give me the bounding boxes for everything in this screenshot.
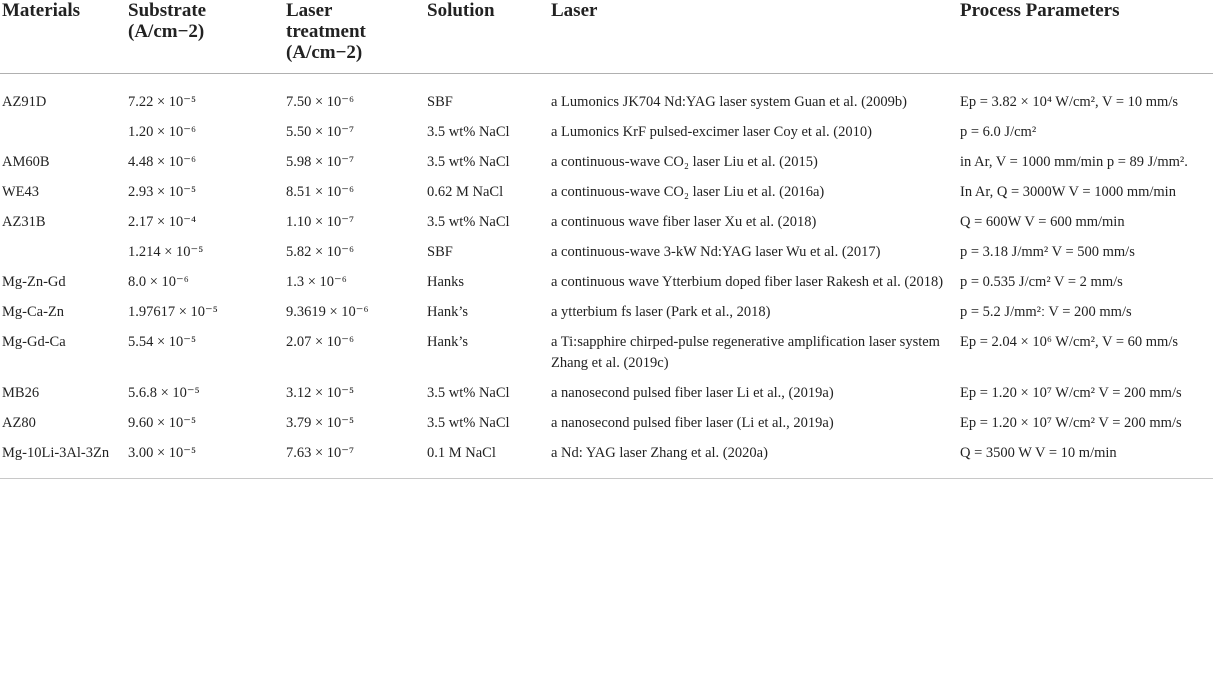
- cell-process: p = 3.18 J/mm² V = 500 mm/s: [960, 244, 1135, 260]
- cell-process: p = 5.2 J/mm²ː V = 200 mm/s: [960, 304, 1132, 320]
- header-laser: Laser: [551, 0, 598, 21]
- cell-solution: 3.5 wt% NaCl: [427, 415, 510, 431]
- cell-laser: a Lumonics KrF pulsed-excimer laser Coy et al. (2010): [551, 124, 872, 140]
- table-row: [0, 383, 1213, 413]
- cell-material: AZ31B: [2, 214, 46, 230]
- cell-substrate: 1.214 × 10⁻⁵: [128, 244, 204, 260]
- table-row: [0, 443, 1213, 479]
- cell-process: p = 0.535 J/cm² V = 2 mm/s: [960, 274, 1123, 290]
- table-row: [0, 302, 1213, 332]
- cell-solution: 0.1 M NaCl: [427, 445, 496, 461]
- cell-process: In Ar, Q = 3000W V = 1000 mm/min: [960, 184, 1176, 200]
- cell-treatment: 5.50 × 10⁻⁷: [286, 124, 355, 140]
- cell-substrate: 1.97617 × 10⁻⁵: [128, 304, 218, 320]
- cell-material: MB26: [2, 385, 40, 401]
- cell-solution: Hank’s: [427, 304, 469, 320]
- cell-material: [0, 242, 122, 272]
- table-row: [0, 332, 1213, 383]
- cell-solution: SBF: [427, 244, 453, 260]
- table-row: [0, 74, 1213, 123]
- cell-solution: 0.62 M NaCl: [427, 184, 504, 200]
- cell-laser: a continuous-wave CO₂ laser Liu et al. (2016a): [551, 184, 825, 200]
- cell-process: Ep = 1.20 × 10⁷ W/cm² V = 200 mm/s: [960, 415, 1182, 431]
- cell-process: Ep = 2.04 × 10⁶ W/cm², V = 60 mm/s: [960, 334, 1179, 350]
- cell-treatment: 8.51 × 10⁻⁶: [286, 184, 355, 200]
- cell-solution: Hanks: [427, 274, 465, 290]
- cell-material: Mg-Gd-Ca: [2, 334, 66, 350]
- cell-laser: a Lumonics JK704 Nd:YAG laser system Guan et al. (2009b): [551, 94, 907, 110]
- cell-treatment: 5.98 × 10⁻⁷: [286, 154, 355, 170]
- cell-substrate: 1.20 × 10⁻⁶: [128, 124, 197, 140]
- cell-process: in Ar, V = 1000 mm/min p = 89 J/mm².: [960, 154, 1188, 170]
- cell-laser: a ytterbium fs laser (Park et al., 2018): [551, 304, 771, 320]
- cell-treatment: 3.79 × 10⁻⁵: [286, 415, 355, 431]
- header-solution: Solution: [427, 0, 495, 21]
- cell-substrate: 5.54 × 10⁻⁵: [128, 334, 197, 350]
- cell-material: AZ91D: [2, 94, 47, 110]
- header-row: [0, 0, 1213, 74]
- cell-substrate: 9.60 × 10⁻⁵: [128, 415, 197, 431]
- cell-laser: a continuous wave Ytterbium doped fiber laser Rakesh et al. (2018): [551, 274, 944, 290]
- cell-substrate: 7.22 × 10⁻⁵: [128, 94, 197, 110]
- cell-solution: SBF: [427, 94, 453, 110]
- table-row: [0, 152, 1213, 182]
- cell-process: Q = 600W V = 600 mm/min: [960, 214, 1125, 230]
- cell-solution: Hank’s: [427, 334, 469, 350]
- table-row: [0, 272, 1213, 302]
- table-row: [0, 413, 1213, 443]
- cell-substrate: 2.17 × 10⁻⁴: [128, 214, 197, 230]
- cell-material: AZ80: [2, 415, 36, 431]
- cell-substrate: 4.48 × 10⁻⁶: [128, 154, 197, 170]
- table-row: [0, 122, 1213, 152]
- cell-treatment: 2.07 × 10⁻⁶: [286, 334, 355, 350]
- cell-treatment: 7.50 × 10⁻⁶: [286, 94, 355, 110]
- cell-treatment: 3.12 × 10⁻⁵: [286, 385, 355, 401]
- cell-laser: a continuous-wave CO₂ laser Liu et al. (2015): [551, 154, 818, 170]
- cell-material: WE43: [2, 184, 40, 200]
- cell-treatment: 5.82 × 10⁻⁶: [286, 244, 355, 260]
- cell-substrate: 5.6.8 × 10⁻⁵: [128, 385, 200, 401]
- cell-treatment: 1.10 × 10⁻⁷: [286, 214, 355, 230]
- cell-material: Mg-10Li-3Al-3Zn: [2, 445, 110, 461]
- cell-substrate: 2.93 × 10⁻⁵: [128, 184, 197, 200]
- table-row: [0, 182, 1213, 212]
- cell-substrate: 8.0 × 10⁻⁶: [128, 274, 189, 290]
- cell-process: p = 6.0 J/cm²: [960, 124, 1037, 140]
- cell-process: Ep = 1.20 × 10⁷ W/cm² V = 200 mm/s: [960, 385, 1182, 401]
- table-body: [0, 74, 1213, 479]
- header-materials: Materials: [2, 0, 81, 21]
- cell-substrate: 3.00 × 10⁻⁵: [128, 445, 197, 461]
- header-process-parameters: Process Parameters: [960, 0, 1120, 21]
- cell-solution: 3.5 wt% NaCl: [427, 124, 510, 140]
- cell-solution: 3.5 wt% NaCl: [427, 385, 510, 401]
- cell-laser: a nanosecond pulsed fiber laser (Li et al., 2019a): [551, 415, 834, 431]
- cell-treatment: 7.63 × 10⁻⁷: [286, 445, 355, 461]
- header-substrate: Substrate (A/cm−2): [128, 0, 207, 42]
- cell-treatment: 1.3 × 10⁻⁶: [286, 274, 347, 290]
- cell-material: [0, 122, 122, 152]
- cell-laser: a continuous wave fiber laser Xu et al. (2018): [551, 214, 817, 230]
- cell-material: Mg-Ca-Zn: [2, 304, 65, 320]
- table-header: [0, 0, 1213, 74]
- cell-process: Q = 3500 W V = 10 m/min: [960, 445, 1117, 461]
- cell-process: Ep = 3.82 × 10⁴ W/cm², V = 10 mm/s: [960, 94, 1179, 110]
- cell-solution: 3.5 wt% NaCl: [427, 214, 510, 230]
- cell-treatment: 9.3619 × 10⁻⁶: [286, 304, 369, 320]
- cell-laser: a Ti:sapphire chirped-pulse regenerative amplification laser system Zhang et al. (2019c): [551, 334, 940, 371]
- table-row: [0, 212, 1213, 242]
- cell-laser: a continuous-wave 3-kW Nd:YAG laser Wu et al. (2017): [551, 244, 881, 260]
- cell-material: AM60B: [2, 154, 50, 170]
- header-laser-treatment: Laser treatment (A/cm−2): [286, 0, 366, 63]
- table-row: [0, 242, 1213, 272]
- cell-material: Mg-Zn-Gd: [2, 274, 66, 290]
- cell-laser: a Nd: YAG laser Zhang et al. (2020a): [551, 445, 768, 461]
- cell-laser: a nanosecond pulsed fiber laser Li et al., (2019a): [551, 385, 834, 401]
- cell-solution: 3.5 wt% NaCl: [427, 154, 510, 170]
